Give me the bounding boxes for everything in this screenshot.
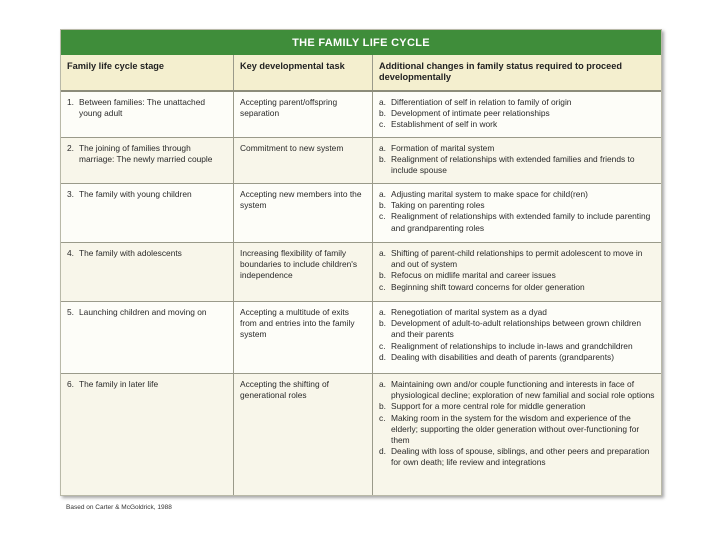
change-letter: a. [379, 248, 386, 258]
task-cell: Accepting the shifting of generational roles [234, 374, 373, 496]
stage-cell [61, 184, 234, 242]
header-changes: Additional changes in family status required to proceed developmentally [379, 61, 623, 82]
change-text: Establishment of self in work [391, 119, 498, 130]
stage-cell [61, 92, 234, 137]
change-item [379, 154, 656, 176]
table-row [61, 92, 661, 138]
stage-number: 3. [67, 189, 74, 199]
changes-cell [373, 374, 661, 496]
source-citation: Based on Carter & McGoldrick, 1988 [66, 504, 172, 511]
stage-label: Between families: The unattached young adult [79, 97, 206, 119]
table-header [61, 55, 661, 92]
task-cell: Commitment to new system [234, 138, 373, 183]
stage-cell [61, 374, 234, 496]
change-text: Maintaining own and/or couple functioning and interests in face of physiological decline; exploration of new familial and social role options [391, 379, 655, 401]
change-item [379, 352, 656, 363]
change-text: Dealing with disabilities and death of parents (grandparents) [391, 351, 615, 362]
change-letter: c. [379, 340, 386, 351]
change-letter: c. [379, 281, 386, 292]
stage-label: Launching children and moving on [79, 307, 207, 317]
change-letter: a. [379, 97, 386, 107]
change-text: Realignment of relationships with extended families and friends to include spouse [391, 154, 635, 176]
change-item [379, 248, 656, 270]
task-cell: Increasing flexibility of family boundaries to include children's independence [234, 243, 373, 301]
change-letter: b. [379, 200, 386, 211]
change-item [379, 211, 656, 233]
table-row [61, 184, 661, 243]
change-text: Differentiation of self in relation to family of origin [391, 97, 572, 107]
changes-cell [373, 302, 661, 373]
change-letter: c. [379, 412, 386, 423]
change-letter: a. [379, 143, 386, 153]
stage-label: The family in later life [79, 379, 159, 389]
change-item [379, 341, 656, 352]
change-item [379, 307, 656, 318]
change-letter: b. [379, 401, 386, 412]
stage-cell [61, 302, 234, 373]
change-letter: a. [379, 379, 386, 389]
change-text: Refocus on midlife marital and career issues [391, 270, 556, 281]
change-text: Support for a more central role for middle generation [391, 401, 586, 412]
change-item [379, 189, 656, 200]
change-text: Taking on parenting roles [391, 200, 485, 211]
change-text: Making room in the system for the wisdom and experience of the elderly; supporting the older generation without over-functioning for them [391, 412, 640, 446]
change-letter: b. [379, 154, 386, 165]
change-letter: b. [379, 108, 386, 119]
change-text: Realignment of relationships with extended family to include parenting and grandparenting roles [391, 211, 651, 233]
stage-cell [61, 243, 234, 301]
change-letter: b. [379, 270, 386, 281]
change-item [379, 108, 656, 119]
change-text: Formation of marital system [391, 143, 495, 153]
stage-number: 1. [67, 97, 74, 107]
change-text: Development of intimate peer relationships [391, 108, 550, 119]
change-text: Realignment of relationships to include in-laws and grandchildren [391, 340, 633, 351]
task-cell: Accepting new members into the system [234, 184, 373, 242]
change-item [379, 97, 656, 108]
change-item [379, 446, 656, 468]
changes-cell [373, 243, 661, 301]
table-row [61, 243, 661, 302]
stage-label: The family with young children [79, 189, 192, 199]
change-letter: c. [379, 119, 386, 130]
change-letter: a. [379, 189, 386, 199]
changes-cell [373, 184, 661, 242]
change-item [379, 318, 656, 340]
change-item [379, 282, 656, 293]
change-letter: d. [379, 351, 386, 362]
changes-cell [373, 92, 661, 137]
stage-cell [61, 138, 234, 183]
stage-number: 5. [67, 307, 74, 317]
task-cell: Accepting a multitude of exits from and entries into the family system [234, 302, 373, 373]
stage-number: 2. [67, 143, 74, 153]
table-title: THE FAMILY LIFE CYCLE [61, 30, 661, 55]
change-item [379, 379, 656, 401]
change-item [379, 200, 656, 211]
change-item [379, 413, 656, 447]
stage-number: 4. [67, 248, 74, 258]
stage-number: 6. [67, 379, 74, 389]
table-row [61, 374, 661, 496]
stage-label: The joining of families through marriage: The newly married couple [79, 143, 213, 165]
stage-label: The family with adolescents [79, 248, 182, 258]
change-text: Beginning shift toward concerns for older generation [391, 281, 585, 292]
change-text: Renegotiation of marital system as a dyad [391, 307, 547, 317]
table-body [61, 92, 661, 496]
change-item [379, 401, 656, 412]
header-stage: Family life cycle stage [61, 55, 234, 90]
table-row [61, 138, 661, 184]
change-text: Development of adult-to-adult relationships between grown children and their parents [391, 318, 641, 340]
change-text: Shifting of parent-child relationships to permit adolescent to move in and out of system [391, 248, 643, 270]
change-item [379, 119, 656, 130]
family-life-cycle-table [60, 29, 662, 496]
change-item [379, 143, 656, 154]
change-letter: b. [379, 318, 386, 329]
change-letter: c. [379, 211, 386, 222]
task-cell: Accepting parent/offspring separation [234, 92, 373, 137]
change-text: Adjusting marital system to make space for child(ren) [391, 189, 588, 199]
change-text: Dealing with loss of spouse, siblings, and other peers and preparation for own death; life review and integrations [391, 446, 650, 468]
change-letter: a. [379, 307, 386, 317]
change-item [379, 270, 656, 281]
header-task: Key developmental task [234, 55, 373, 90]
table-row [61, 302, 661, 374]
change-letter: d. [379, 446, 386, 457]
changes-cell [373, 138, 661, 183]
